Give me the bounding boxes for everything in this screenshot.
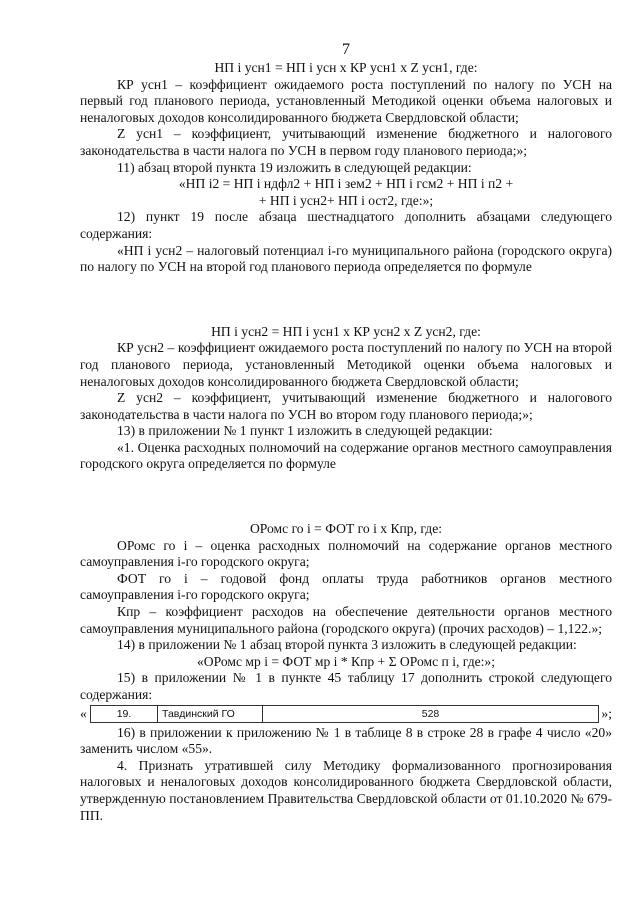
document-body-top (80, 60, 612, 704)
formula-line: «НП i2 = НП i ндфл2 + НП i зем2 + НП i гсм2 + НП i п2 + (178, 176, 514, 192)
table-cell-value: 528 (263, 705, 599, 722)
formula-line: НП i усн2 = НП i усн1 х КР усн2 х Z усн2, где: (211, 323, 481, 339)
paragraph: Z усн1 – коэффициент, учитывающий изменение бюджетного и налогового законодательства в части налога по УСН в первом году планового периода;»; (80, 126, 612, 158)
paragraph: 15) в приложении № 1 в пункте 45 таблицу 17 дополнить строкой следующего содержания: (80, 670, 612, 702)
page-number: 7 (342, 41, 350, 58)
paragraph: 11) абзац второй пункта 19 изложить в следующей редакции: (117, 159, 472, 175)
paragraph: ОРомс го i – оценка расходных полномочий на содержание органов местного самоуправления i-го городского округа; (80, 537, 612, 570)
paragraph: 13) в приложении № 1 пункт 1 изложить в следующей редакции: (117, 423, 493, 439)
paragraph: КР усн2 – коэффициент ожидаемого роста поступлений по налогу по УСН на второй год планового периода, установленный Методикой оценки объема налоговых и неналоговых доходов консолидированного бюджета Свердловской области; (80, 340, 612, 389)
paragraph: 16) в приложении к приложению № 1 в таблице 8 в строке 28 в графе 4 число «20» заменить числом «55». (80, 724, 612, 757)
paragraph: 12) пункт 19 после абзаца шестнадцатого дополнить абзацами следующего содержания: (80, 209, 612, 241)
paragraph: КР усн1 – коэффициент ожидаемого роста поступлений по налогу по УСН на первый год планового периода, установленный Методикой оценки объема налоговых и неналоговых доходов консолидированного бюджета Свердловской области; (80, 76, 612, 125)
table-row (91, 705, 599, 722)
close-quote: »; (601, 705, 612, 721)
inserted-table (90, 705, 599, 723)
formula-line: + НП i усн2+ НП i ост2, где:»; (258, 192, 434, 208)
paragraph: ФОТ го i – годовой фонд оплаты труда работников органов местного самоуправления i-го городского округа; (80, 570, 612, 603)
paragraph-gap (80, 489, 612, 505)
inserted-table-row (80, 705, 612, 723)
paragraph: 14) в приложении № 1 абзац второй пункта 3 изложить в следующей редакции: (117, 637, 577, 653)
formula-line: ОРомс го i = ФОТ го i х Кпр, где: (249, 521, 443, 537)
paragraph: Кпр – коэффициент расходов на обеспечение деятельности органов местного самоуправления муниципального района (городского округа) (прочих расходов) – 1,122.»; (80, 604, 612, 636)
paragraph-gap (80, 292, 612, 308)
paragraph: «НП i усн2 – налоговый потенциал i-го муниципального района (городского округа) по налогу по УСН на второй год планового периода определяется по формуле (80, 242, 612, 275)
paragraph: 4. Признать утратившей силу Методику формализованного прогнозирования налоговых и неналоговых доходов консолидированного бюджета Свердловской области, утвержденную постановлением Правительства Свердловской области от 01.10.2020 № 679-ПП. (80, 757, 612, 823)
paragraph: «1. Оценка расходных полномочий на содержание органов местного самоуправления городского округа определяется по формуле (80, 439, 612, 472)
document-page (80, 40, 612, 824)
table-cell-number: 19. (91, 705, 158, 722)
formula-line: НП i усн1 = НП i усн х КР усн1 х Z усн1, где: (214, 60, 478, 75)
table-cell-name: Тавдинский ГО (158, 705, 263, 722)
paragraph: Z усн2 – коэффициент, учитывающий изменение бюджетного и налогового законодательства в части налога по УСН во втором году планового периода;»; (80, 390, 612, 422)
formula-line: «ОРомс мр i = ФОТ мр i * Кпр + Σ ОРомс п i, где:»; (196, 653, 495, 669)
document-body-bottom (80, 725, 612, 825)
open-quote: « (80, 705, 87, 721)
